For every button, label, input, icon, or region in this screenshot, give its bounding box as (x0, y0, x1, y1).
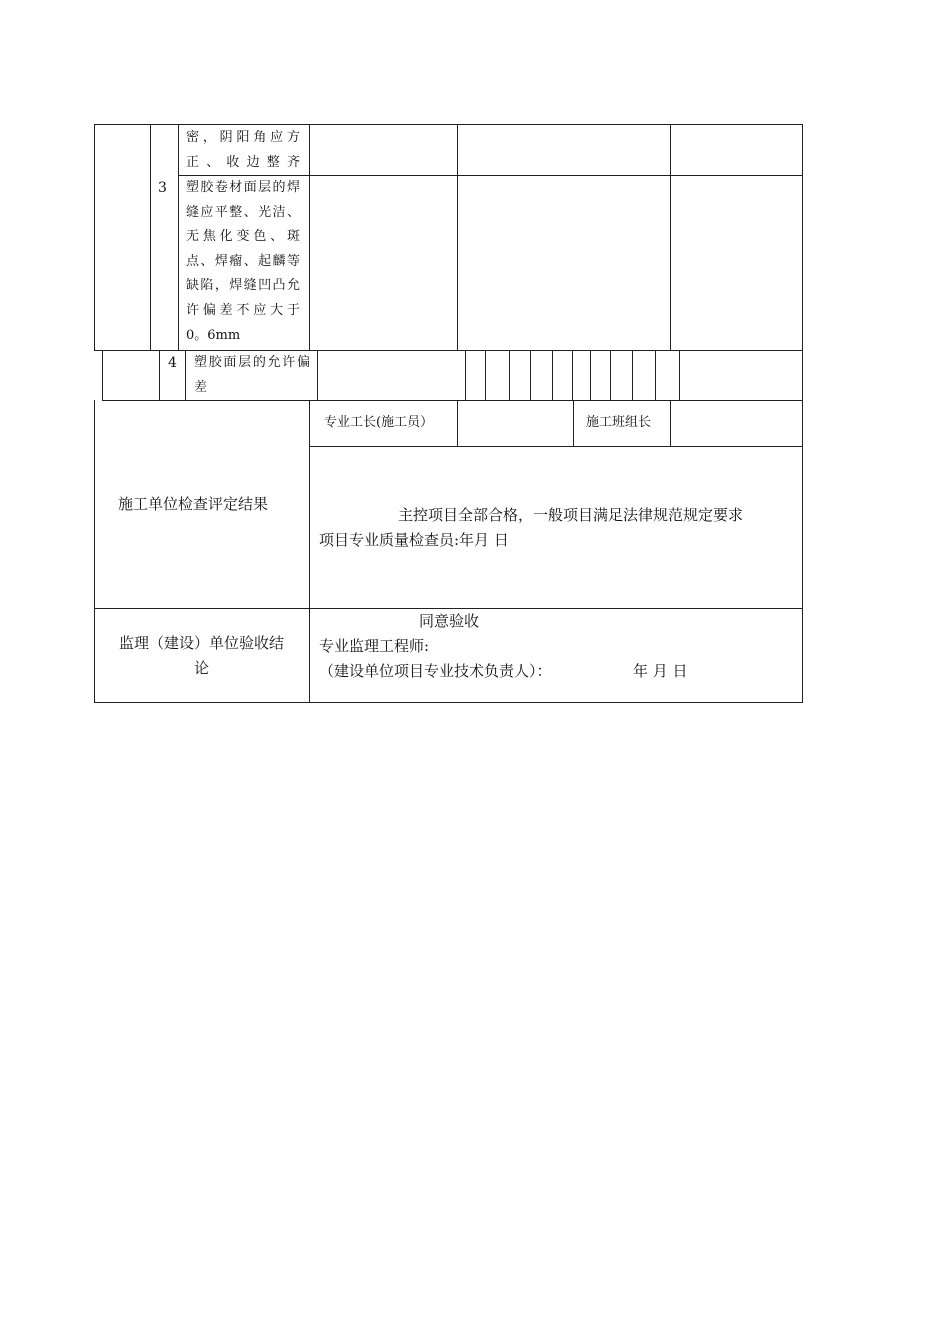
table-border (572, 350, 573, 400)
row-description: 密，阴阳角应方 正、收边整齐 (186, 130, 300, 170)
owner-representative-line: （建设单位项目专业技术负责人）： (319, 662, 552, 680)
table-border (670, 124, 671, 350)
table-border (94, 702, 803, 703)
table-border (573, 400, 574, 446)
row-number: 3 (158, 180, 167, 196)
row-description: 塑胶卷材面层的焊 缝应平整、光洁、 无焦化变色、斑 点、焊瘤、起麟等 缺陷，焊缝凹凸允 许偏差不应大于 0。6mm (186, 180, 300, 343)
table-border (802, 124, 803, 350)
table-border (610, 350, 611, 400)
foreman-label: 专业工长(施工员） (324, 415, 434, 430)
table-border (632, 350, 633, 400)
table-border (102, 350, 103, 400)
table-border (457, 400, 458, 446)
table-border (802, 400, 803, 702)
table-border (590, 350, 591, 400)
contractor-section-label: 施工单位检查评定结果 (118, 495, 269, 513)
supervisor-section-label: 监理（建设）单位验收结 论 (118, 634, 284, 677)
acceptance-date: 年 月 日 (633, 662, 688, 680)
table-border (655, 350, 656, 400)
table-border (317, 350, 318, 400)
table-border (185, 350, 186, 400)
table-border (94, 124, 95, 350)
supervising-engineer-line: 专业监理工程师: (319, 637, 430, 655)
table-border (509, 350, 510, 400)
table-border (94, 124, 803, 125)
row-number: 4 (168, 355, 177, 371)
row-description: 塑胶面层的允许偏 差 (194, 355, 310, 395)
quality-inspector-line: 项目专业质量检查员:年月 日 (319, 531, 509, 549)
table-border (679, 350, 680, 400)
table-border (465, 350, 466, 400)
table-border (309, 446, 803, 447)
team-leader-label: 施工班组长 (586, 415, 652, 430)
table-border (178, 124, 179, 350)
table-border (94, 400, 95, 702)
table-border (159, 350, 160, 400)
table-border (485, 350, 486, 400)
table-border (457, 124, 458, 350)
table-border (802, 350, 803, 400)
table-border (309, 400, 310, 702)
acceptance-conclusion: 同意验收 (419, 612, 480, 630)
contractor-result: 主控项目全部合格，一般项目满足法律规范规定要求 (398, 506, 744, 524)
table-border (670, 400, 671, 446)
table-border (309, 124, 310, 350)
table-border (552, 350, 553, 400)
table-border (150, 124, 151, 350)
table-border (530, 350, 531, 400)
